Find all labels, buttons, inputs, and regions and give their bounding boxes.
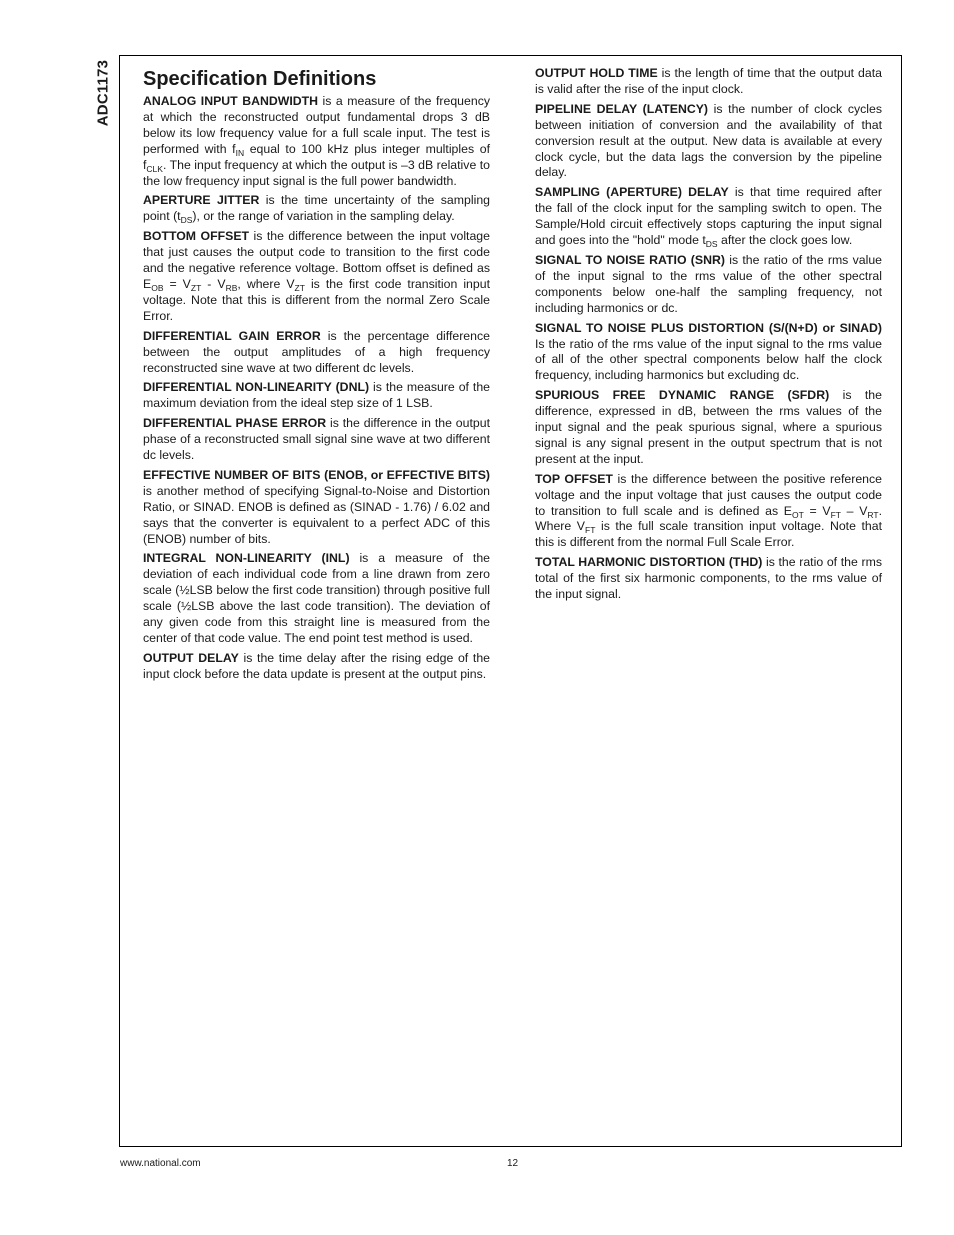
- subscript: DS: [180, 215, 193, 226]
- definition-text: is the time delay after the rising edge of the input clock before the data update is present at the output pins.: [143, 650, 490, 681]
- definition-entry: [535, 388, 882, 468]
- subscript: ZT: [294, 282, 305, 293]
- definition-term: TOP OFFSET: [535, 471, 613, 486]
- definition-text: is the time uncertainty of the sampling point (t: [143, 193, 490, 224]
- definition-text: is the ratio of the rms value of the input signal to the rms value of the other spectral components below one-half the sampling frequency, not including harmonics or dc.: [535, 252, 883, 315]
- definition-text: is the length of time that the output data is valid after the rise of the input clock.: [535, 66, 882, 96]
- subscript: DS: [705, 239, 718, 250]
- subscript: CLK: [146, 163, 163, 174]
- definition-term: OUTPUT DELAY: [143, 650, 239, 665]
- definition-entry: [535, 253, 882, 317]
- definition-text: after the clock goes low.: [717, 233, 853, 248]
- subscript: RB: [225, 282, 238, 293]
- definition-entry: [535, 102, 882, 182]
- footer-page-number: 12: [507, 1158, 519, 1169]
- definition-entry: [143, 468, 490, 548]
- definition-text: - V: [201, 276, 226, 291]
- definition-entry: [535, 555, 882, 603]
- definition-text: is the percentage difference between the output amplitudes of a high frequency reconstructed sine wave at two different dc levels.: [143, 328, 490, 375]
- definition-term: SIGNAL TO NOISE PLUS DISTORTION (S/(N+D) or SINAD): [535, 320, 882, 335]
- definition-text: is the difference, expressed in dB, between the rms values of the input signal and the peak spurious signal, where a spurious signal is any signal present in the output spectrum that is not present at the input.: [535, 388, 882, 466]
- definition-term: SPURIOUS FREE DYNAMIC RANGE (SFDR): [535, 388, 830, 403]
- definition-entry: [535, 185, 882, 249]
- definition-text: is a measure of the deviation of each individual code from a line drawn from zero scale (½LSB below the first code transition) through positive full scale (½LSB above the last code transition). The deviation of any given code from this straight line is measured from the center of that code value. The end point test method is used.: [143, 551, 490, 645]
- definition-term: INTEGRAL NON-LINEARITY (INL): [143, 551, 350, 566]
- left-definitions-list: [143, 94, 490, 683]
- definition-entry: [143, 651, 490, 683]
- subscript: ZT: [190, 282, 202, 293]
- definition-text: is the first code transition input voltage. Note that this is different from the normal Zero Scale Error.: [143, 276, 490, 323]
- definition-term: APERTURE JITTER: [143, 193, 260, 208]
- definition-entry: [143, 380, 490, 412]
- definition-text: is another method of specifying Signal-to-Noise and Distortion Ratio, or SINAD. ENOB is defined as (SINAD - 1.76) / 6.02 and says that the converter is equivalent to a perfect ADC of this (ENOB) number of bits.: [143, 483, 490, 546]
- definition-entry: [143, 416, 490, 464]
- definition-text: is the full scale transition input voltage. Note that this is different from the normal Full Scale Error.: [535, 519, 883, 550]
- definition-text: is that time required after the fall of the clock input for the sampling switch to open. The Sample/Hold circuit effectively stops capturing the input signal and goes into the "hold" mode t: [535, 185, 882, 248]
- definition-text: . Where V: [535, 503, 883, 534]
- definition-entry: [143, 94, 490, 189]
- subscript: OT: [792, 509, 804, 520]
- footer-url[interactable]: www.national.com: [120, 1158, 201, 1169]
- definition-text: = V: [803, 503, 831, 518]
- definition-text: is the difference between the input voltage that just causes the output code to transition to the first code and the negative reference voltage. Bottom offset is defined as E: [143, 229, 490, 291]
- definition-term: ANALOG INPUT BANDWIDTH: [143, 94, 319, 108]
- definition-entry: [535, 472, 882, 552]
- definition-term: DIFFERENTIAL PHASE ERROR: [143, 416, 327, 431]
- definition-term: PIPELINE DELAY (LATENCY): [535, 101, 708, 116]
- definition-term: DIFFERENTIAL GAIN ERROR: [143, 328, 321, 343]
- definition-text: . The input frequency at which the output is –3 dB relative to the low frequency input signal is the full power bandwidth.: [143, 157, 490, 188]
- definition-text: is the difference in the output phase of a reconstructed small signal sine wave at two different dc levels.: [143, 416, 490, 463]
- definition-text: Is the ratio of the rms value of the input signal to the rms value of all of the other spectral components below half the clock frequency, including harmonics but excluding dc.: [535, 336, 882, 383]
- definition-term: BOTTOM OFFSET: [143, 229, 250, 244]
- definition-term: TOTAL HARMONIC DISTORTION (THD): [535, 555, 763, 570]
- definition-term: SIGNAL TO NOISE RATIO (SNR): [535, 252, 725, 267]
- definition-term: SAMPLING (APERTURE) DELAY: [535, 185, 729, 200]
- definition-text: – V: [840, 503, 868, 518]
- definition-entry: [143, 193, 490, 225]
- definition-text: is a measure of the frequency at which the reconstructed output fundamental drops 3 dB below its low frequency value for a full scale input. The test is performed with f: [143, 94, 490, 156]
- definition-text: is the number of clock cycles between initiation of conversion and the availability of that conversion result at the output. New data is available at every clock cycle, but the data lags the conversion by the pipeline delay.: [535, 101, 882, 180]
- definition-text: is the difference between the positive reference voltage and the input voltage that just causes the output code to transition to full scale and is defined as E: [535, 471, 882, 518]
- definition-term: EFFECTIVE NUMBER OF BITS (ENOB, or EFFECTIVE BITS): [143, 467, 490, 482]
- right-definitions-list: [535, 66, 882, 603]
- subscript: FT: [830, 509, 841, 520]
- definition-text: equal to 100 kHz plus integer multiples of f: [143, 141, 490, 172]
- right-column: [535, 66, 882, 607]
- definition-term: OUTPUT HOLD TIME: [535, 66, 658, 80]
- definition-text: ), or the range of variation in the sampling delay.: [192, 209, 455, 224]
- page-title: Specification Definitions: [143, 68, 377, 90]
- definition-text: = V: [163, 276, 191, 291]
- definition-entry: [143, 329, 490, 377]
- definition-text: is the ratio of the rms total of the first six harmonic components, to the rms value of the input signal.: [535, 555, 882, 602]
- definition-term: DIFFERENTIAL NON-LINEARITY (DNL): [143, 380, 370, 395]
- subscript: RT: [867, 509, 879, 520]
- definition-entry: [535, 321, 882, 385]
- definition-entry: [535, 66, 882, 98]
- subscript: OB: [151, 282, 164, 293]
- side-part-number-text: ADC1173: [94, 59, 112, 127]
- subscript: FT: [585, 525, 596, 536]
- subscript: IN: [235, 147, 245, 158]
- definition-text: , where V: [237, 276, 295, 291]
- definition-entry: [143, 551, 490, 646]
- left-column: [143, 66, 490, 687]
- definition-text: is the measure of the maximum deviation from the ideal step size of 1 LSB.: [143, 380, 491, 411]
- definition-entry: [143, 229, 490, 324]
- side-part-number: [92, 58, 114, 128]
